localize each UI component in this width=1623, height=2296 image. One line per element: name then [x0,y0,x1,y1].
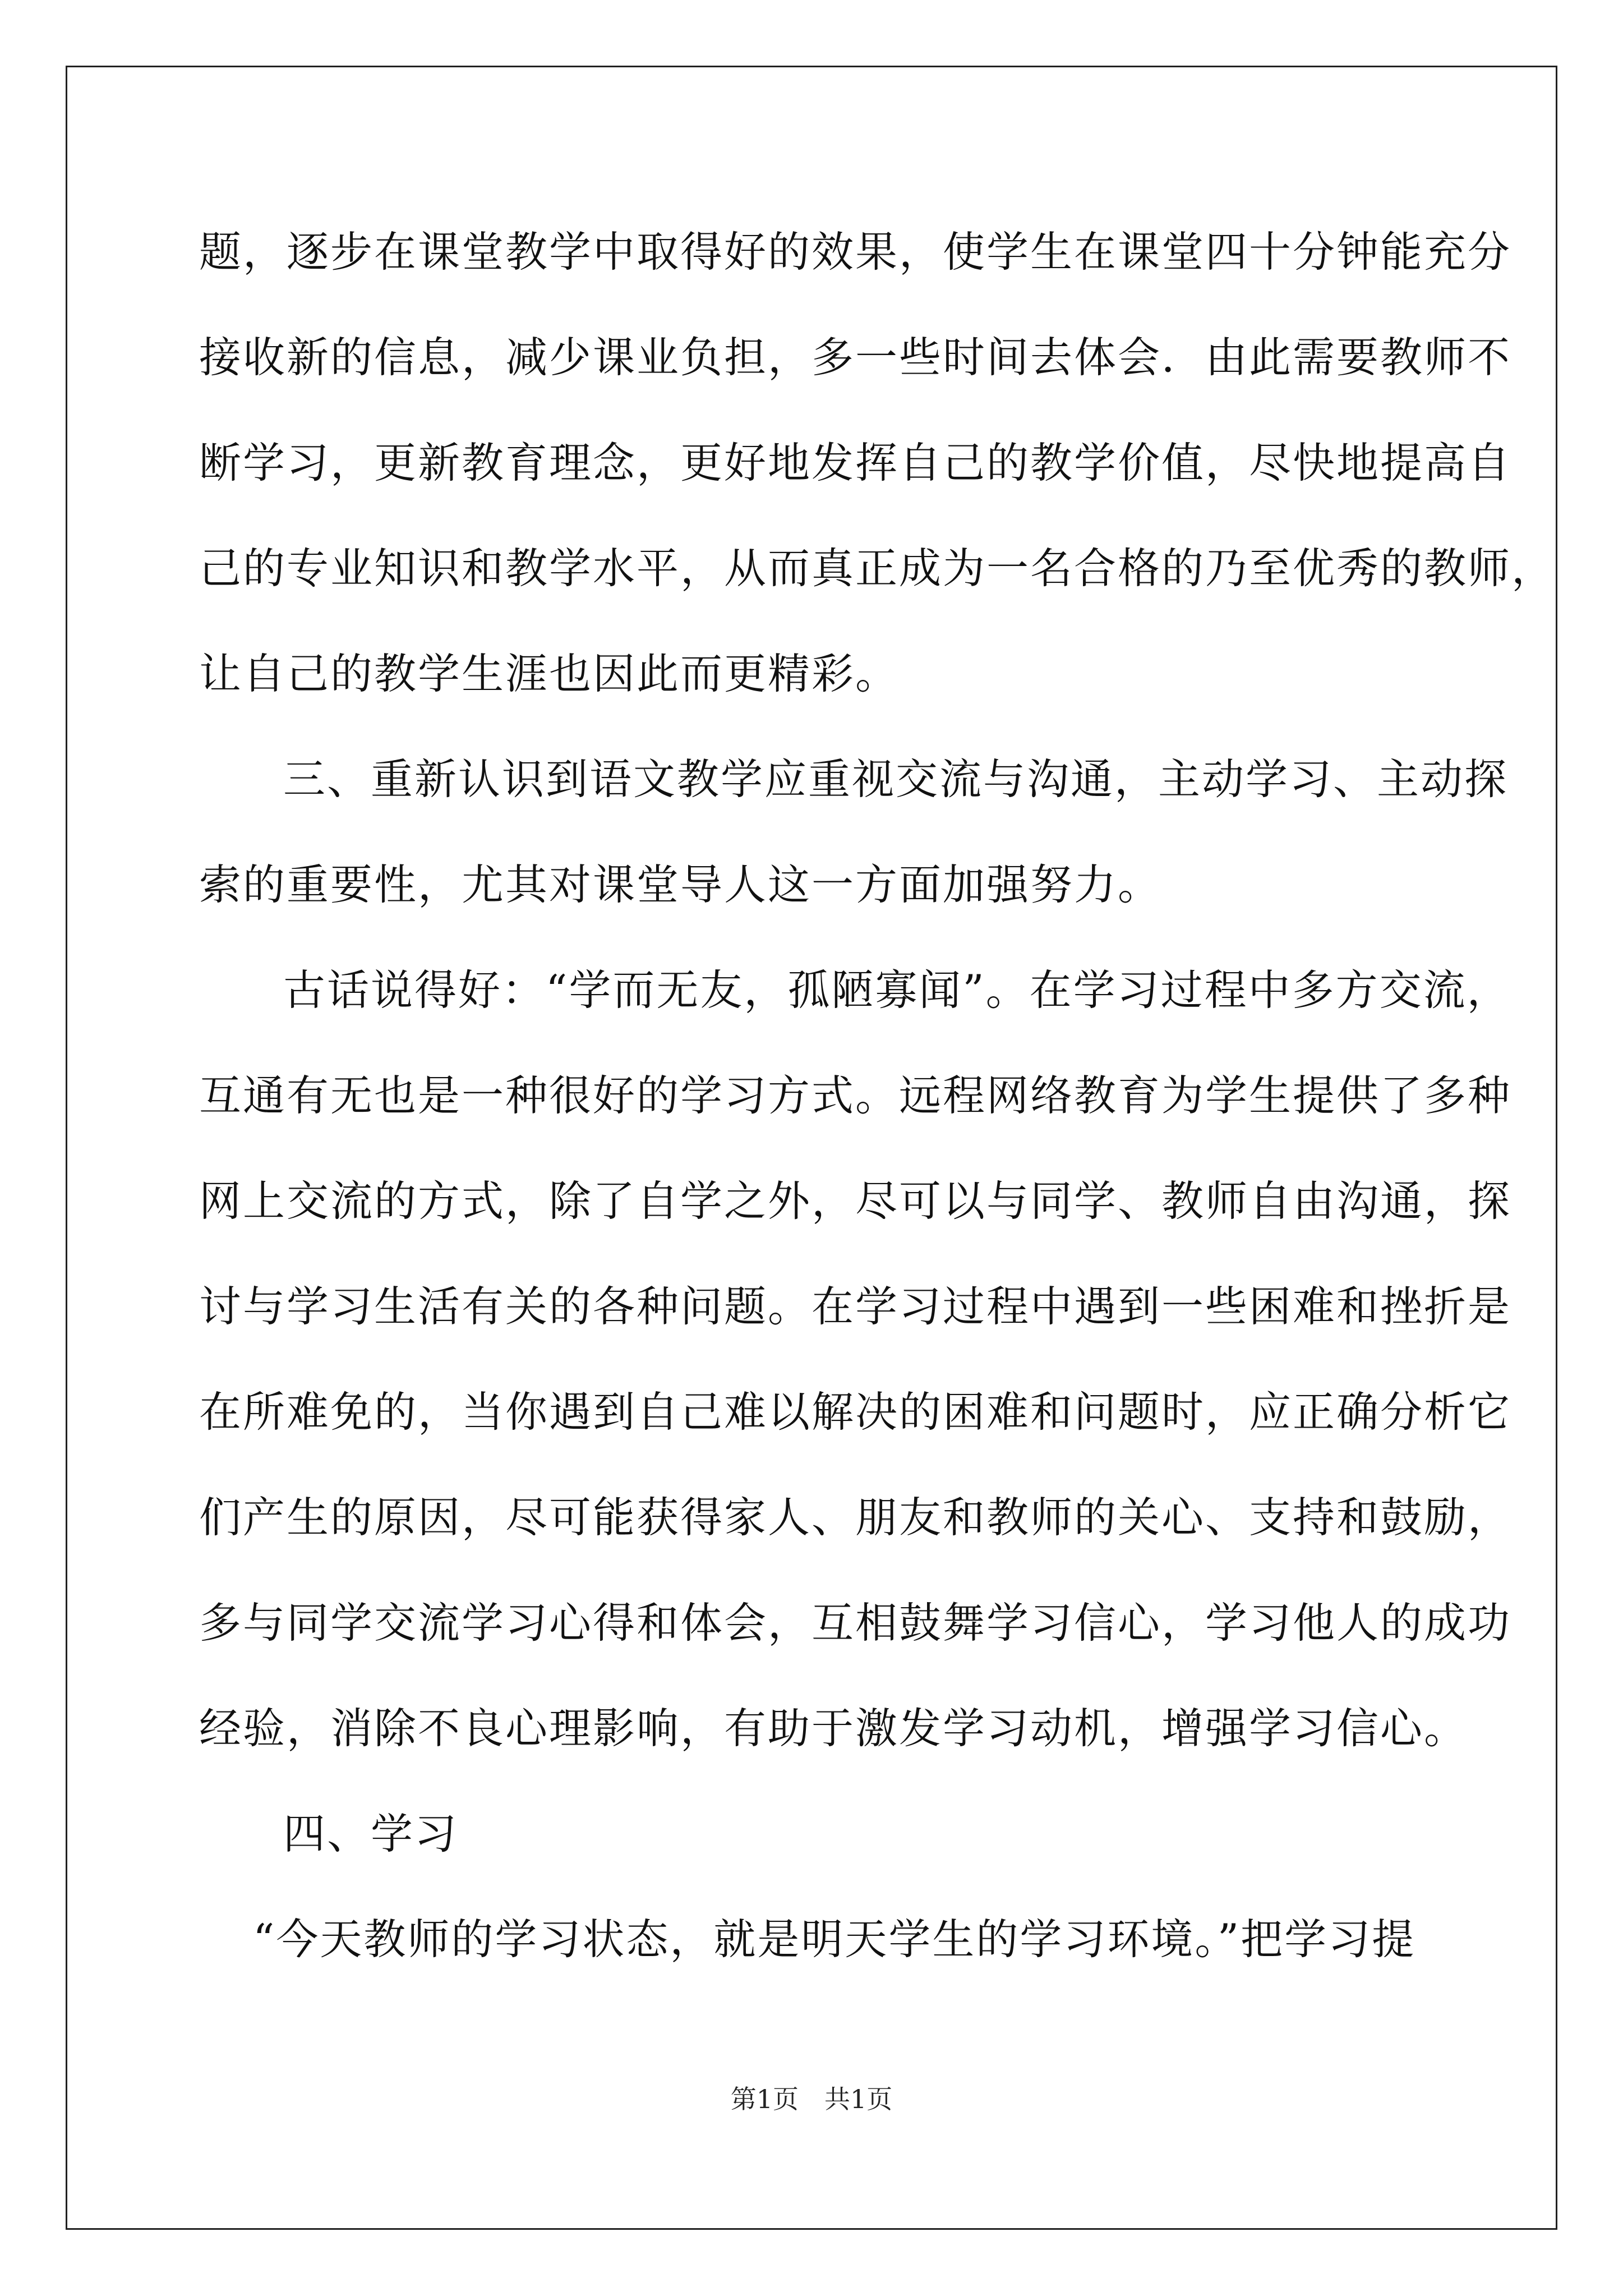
text-line: 们产生的原因，尽可能获得家人、朋友和教师的关心、支持和鼓励， [199,1493,1512,1542]
paragraph-start-line: 古话说得好：“学而无友，孤陋寡闻”。在学习过程中多方交流， [283,965,1511,1015]
text-line: 经验，消除不良心理影响，有助于激发学习动机，增强学习信心。 [199,1704,1468,1753]
text-line: 讨与学习生活有关的各种问题。在学习过程中遇到一些困难和挫折是 [199,1282,1512,1331]
paragraph-start-line: “今天教师的学习状态，就是明天学生的学习环境。”把学习提 [253,1915,1416,1964]
text-line: 接收新的信息，减少课业负担，多一些时间去体会．由此需要教师不 [199,333,1512,382]
text-line: 多与同学交流学习心得和体会，互相鼓舞学习信心，学习他人的成功 [199,1598,1512,1648]
text-line: 己的专业知识和教学水平，从而真正成为一名合格的乃至优秀的教师， [199,544,1556,593]
text-line: 题，逐步在课堂教学中取得好的效果，使学生在课堂四十分钟能充分 [199,227,1512,277]
text-line: 在所难免的，当你遇到自己难以解决的困难和问题时，应正确分析它 [199,1387,1512,1437]
text-line: 索的重要性，尤其对课堂导人这一方面加强努力。 [199,860,1162,909]
page-number-footer: 第1页 共1页 [730,2084,893,2114]
text-line: 网上交流的方式，除了自学之外，尽可以与同学、教师自由沟通，探 [199,1176,1512,1226]
section-heading-line: 三、重新认识到语文教学应重视交流与沟通，主动学习、主动探 [283,754,1509,804]
text-line: 互通有无也是一种很好的学习方式。远程网络教育为学生提供了多种 [199,1071,1512,1120]
text-line: 让自己的教学生涯也因此而更精彩。 [199,649,900,698]
section-heading-line: 四、学习 [283,1809,459,1858]
document-body [199,199,1556,1992]
text-line: 断学习，更新教育理念，更好地发挥自己的教学价值，尽快地提高自 [199,438,1512,487]
